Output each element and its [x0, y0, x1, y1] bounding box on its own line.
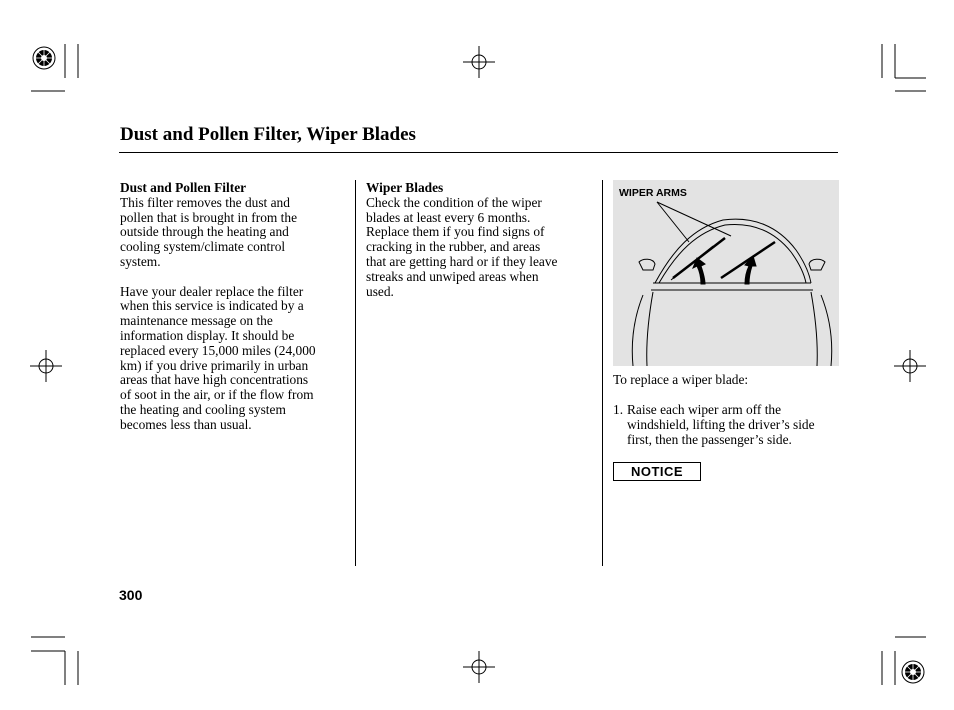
wiper-arms-illustration: [613, 180, 839, 366]
wiper-blades-heading: Wiper Blades: [366, 180, 444, 195]
step-text: Raise each wiper arm off the windshield, lifting the driver’s side first, then the passenger’s side.: [627, 402, 815, 447]
column-divider: [355, 180, 356, 566]
title-rule: [119, 152, 838, 153]
dust-filter-section: [120, 181, 345, 433]
replace-blade-intro: To replace a wiper blade:: [613, 372, 749, 387]
wiper-blades-section: [366, 181, 596, 299]
notice-badge: NOTICE: [613, 462, 701, 481]
car-windshield-icon: [613, 180, 839, 366]
dust-filter-paragraph-1: This filter removes the dust and pollen that is brought in from the outside through the heating and cooling system/climate control system.: [120, 194, 298, 269]
column-divider: [602, 180, 603, 566]
wiper-arms-label: WIPER ARMS: [619, 187, 687, 199]
step-number: 1.: [613, 402, 624, 417]
dust-filter-heading: Dust and Pollen Filter: [120, 180, 247, 195]
page-title: Dust and Pollen Filter, Wiper Blades: [120, 124, 416, 145]
wiper-blades-paragraph: Check the condition of the wiper blades at least every 6 months. Replace them if you find signs of cracking in the rubber, and areas that are getting hard or if they leave streaks and unwiped areas when used.: [366, 194, 558, 299]
page-number: 300: [119, 587, 143, 603]
replace-blade-step-1: [613, 403, 843, 447]
dust-filter-paragraph-2: Have your dealer replace the filter when this service is indicated by a maintenance message on the information display. It should be replaced every 15,000 miles (24,000 km) if you drive primarily in urban areas that have high concentrations of soot in the air, or if the flow from the heating and cooling system becomes less than usual.: [120, 283, 316, 432]
